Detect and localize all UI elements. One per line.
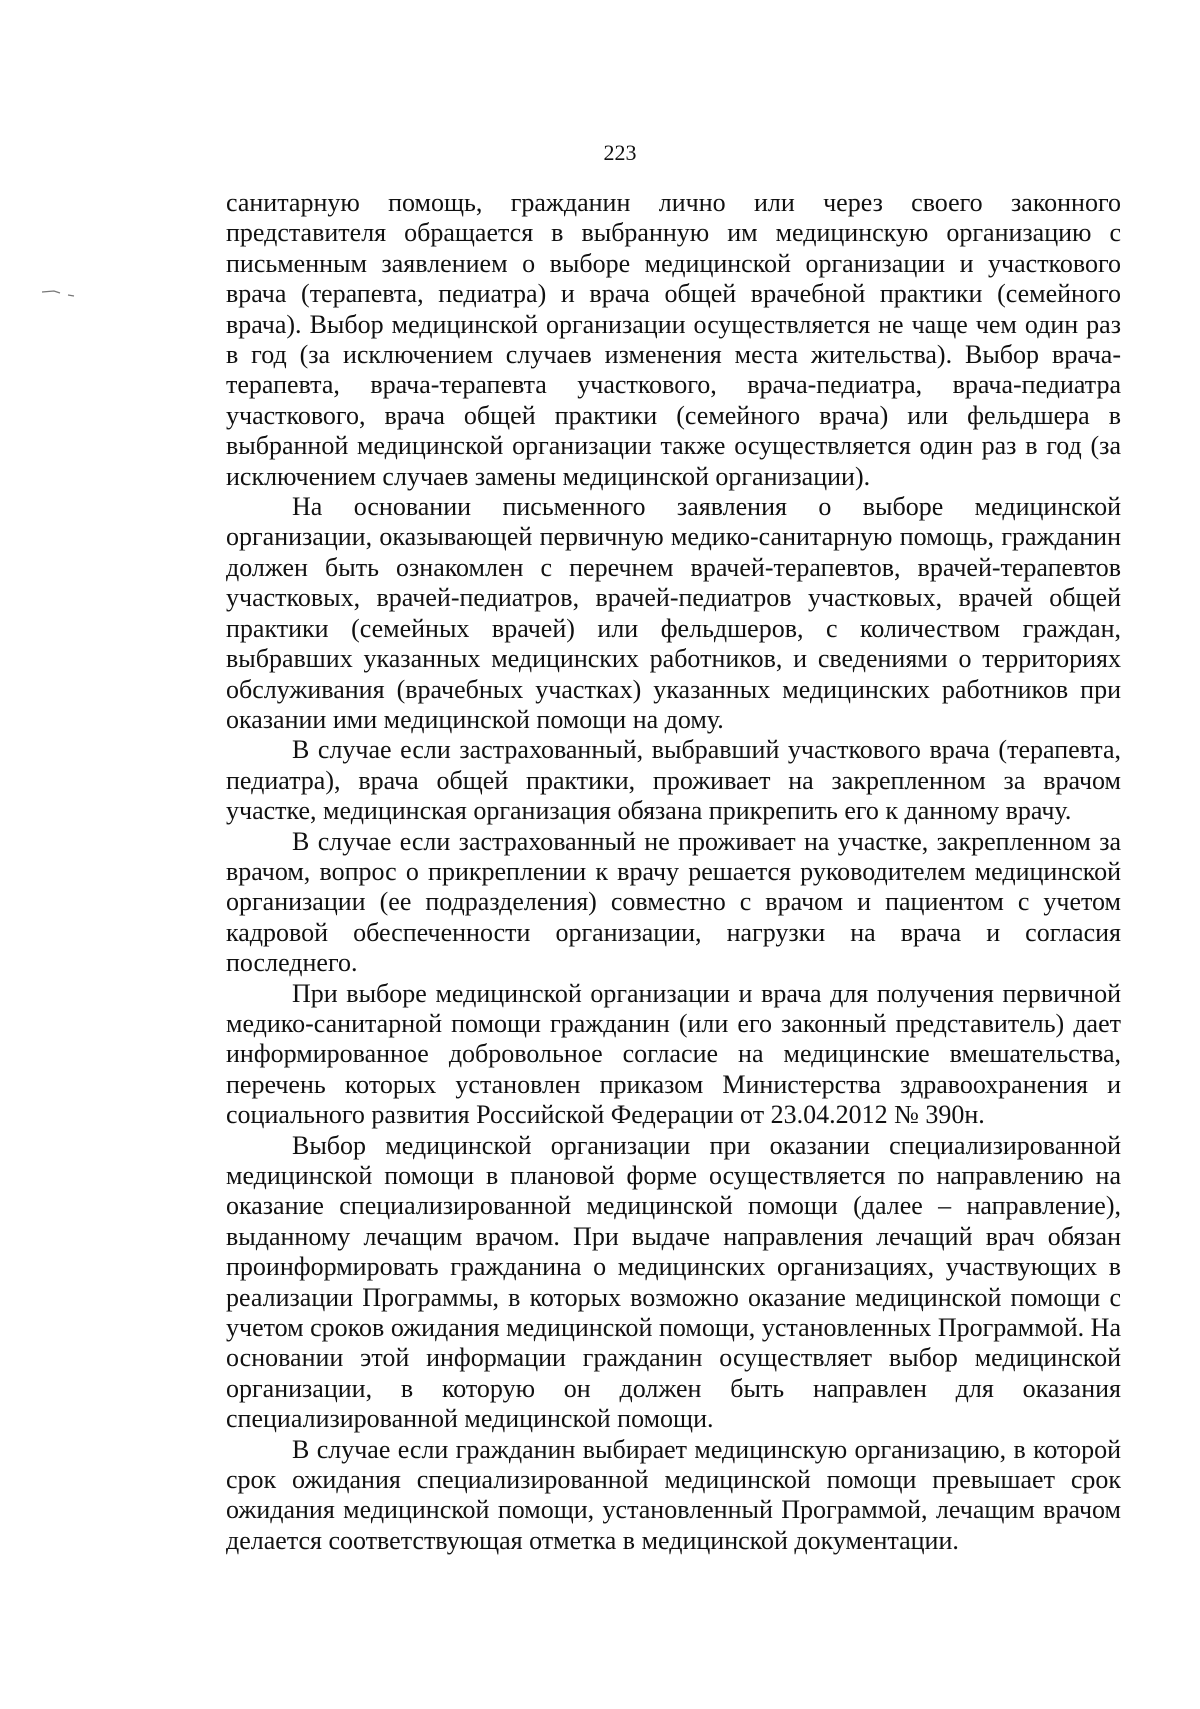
paragraph-non-resident: В случае если застрахованный не проживает на участке, закрепленном за врачом, вопрос о прикреплении к врачу решается руководителем медицинской организации (ее подразделения) совместно с врачом и пациентом с учетом кадровой обеспеченности организации, нагрузки на врача и согласия последнего.: [226, 826, 1121, 978]
paragraph-specialized-care: Выбор медицинской организации при оказании специализированной медицинской помощи в плановой форме осуществляется по направлению на оказание специализированной медицинской помощи (далее – направление), выданному лечащим врачом. При выдаче направления лечащий врач обязан проинформировать гражданина о медицинских организациях, участвующих в реализации Программы, в которых возможно оказание медицинской помощи с учетом сроков ожидания медицинской помощи, установленных Программой. На основании этой информации гражданин осуществляет выбор медицинской организации, в которую он должен быть направлен для оказания специализированной медицинской помощи.: [226, 1130, 1121, 1434]
paragraph-waiting-time: В случае если гражданин выбирает медицинскую организацию, в которой срок ожидания специализированной медицинской помощи превышает срок ожидания медицинской помощи, установленный Программой, лечащим врачом делается соответствующая отметка в медицинской документации.: [226, 1434, 1121, 1555]
page-number: 223: [603, 140, 637, 165]
paragraph-continuation: санитарную помощь, гражданин лично или через своего законного представителя обращается в выбранную им медицинскую организацию с письменным заявлением о выборе медицинской организации и участкового врача (терапевта, педиатра) и врача общей врачебной практики (семейного врача). Выбор медицинской организации осуществляется не чаще чем один раз в год (за исключением случаев изменения места жительства). Выбор врача-терапевта, врача-терапевта участкового, врача-педиатра, врача-педиатра участкового, врача общей практики (семейного врача) или фельдшера в выбранной медицинской организации также осуществляется один раз в год (за исключением случаев замены медицинской организации).: [226, 188, 1121, 491]
scan-artifact-mark: [40, 288, 78, 298]
paragraph-assignment: В случае если застрахованный, выбравший участкового врача (терапевта, педиатра), врача общей практики, проживает на закрепленном за врачом участке, медицинская организация обязана прикрепить его к данному врачу.: [226, 735, 1121, 826]
paragraph-notification: На основании письменного заявления о выборе медицинской организации, оказывающей первичную медико-санитарную помощь, гражданин должен быть ознакомлен с перечнем врачей-терапевтов, врачей-терапевтов участковых, врачей-педиатров, врачей-педиатров участковых, врачей общей практики (семейных врачей) или фельдшеров, с количеством граждан, выбравших указанных медицинских работников, и сведениями о территориях обслуживания (врачебных участках) указанных медицинских работников при оказании ими медицинской помощи на дому.: [226, 492, 1121, 734]
document-body: [226, 188, 1121, 1556]
paragraph-consent: При выборе медицинской организации и врача для получения первичной медико-санитарной помощи гражданин (или его законный представитель) дает информированное добровольное согласие на медицинские вмешательства, перечень которых установлен приказом Министерства здравоохранения и социального развития Российской Федерации от 23.04.2012 № 390н.: [226, 978, 1121, 1130]
